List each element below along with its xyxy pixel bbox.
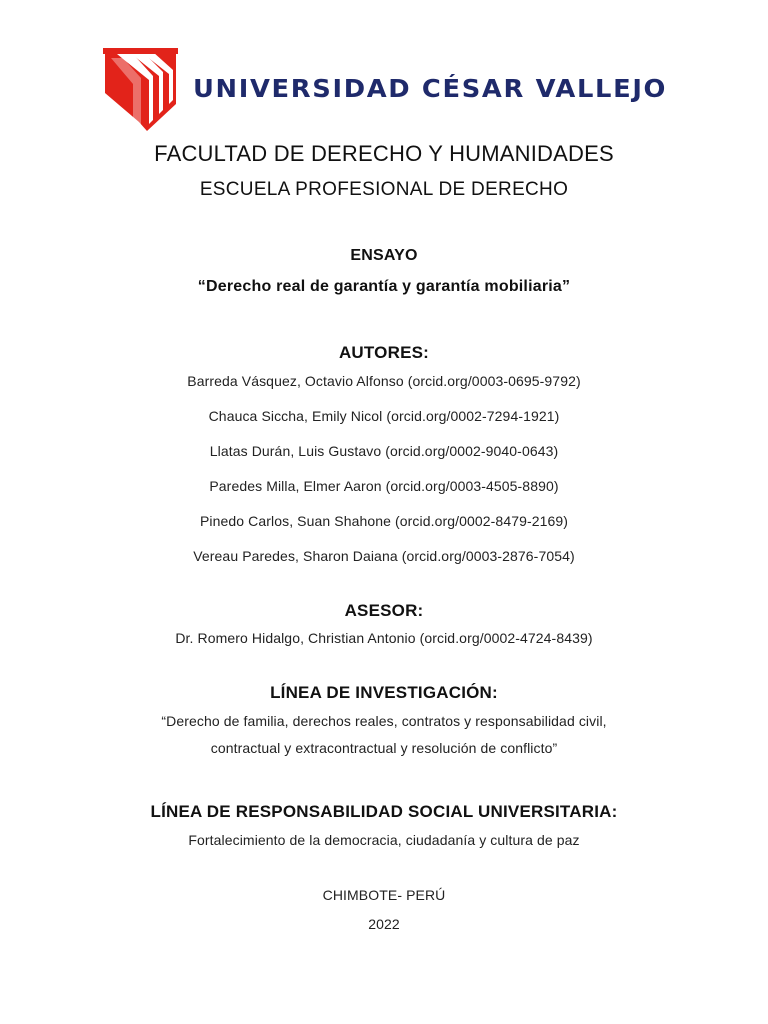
authors-heading: AUTORES: <box>338 343 430 362</box>
research-line-text: contractual y extracontractual y resolución de conflicto” <box>210 740 558 756</box>
author-item: Chauca Siccha, Emily Nicol (orcid.org/0002-7294-1921) <box>208 408 560 424</box>
essay-label: ENSAYO <box>350 247 418 264</box>
author-item: Vereau Paredes, Sharon Daiana (orcid.org/0003-2876-7054) <box>193 548 575 564</box>
ucv-shield-icon <box>103 48 178 133</box>
author-item: Llatas Durán, Luis Gustavo (orcid.org/0002-9040-0643) <box>209 443 559 459</box>
advisor-heading: ASESOR: <box>344 601 424 620</box>
social-line-heading: LÍNEA DE RESPONSABILIDAD SOCIAL UNIVERSITARIA: <box>150 802 618 821</box>
essay-title: “Derecho real de garantía y garantía mobiliaria” <box>197 278 571 295</box>
author-item: Pinedo Carlos, Suan Shahone (orcid.org/0002-8479-2169) <box>199 513 569 529</box>
faculty-name: FACULTAD DE DERECHO Y HUMANIDADES <box>154 141 614 166</box>
place: CHIMBOTE- PERÚ <box>322 887 446 903</box>
social-line-text: Fortalecimiento de la democracia, ciudadanía y cultura de paz <box>188 832 580 848</box>
year: 2022 <box>368 916 400 932</box>
advisor-name: Dr. Romero Hidalgo, Christian Antonio (orcid.org/0002-4724-8439) <box>175 630 593 646</box>
university-name: UNIVERSIDAD CÉSAR VALLEJO <box>193 74 668 103</box>
author-item: Barreda Vásquez, Octavio Alfonso (orcid.org/0003-0695-9792) <box>187 373 581 389</box>
research-line-text: “Derecho de familia, derechos reales, contratos y responsabilidad civil, <box>161 713 607 729</box>
research-line-heading: LÍNEA DE INVESTIGACIÓN: <box>270 683 498 702</box>
author-item: Paredes Milla, Elmer Aaron (orcid.org/0003-4505-8890) <box>209 478 559 494</box>
school-name: ESCUELA PROFESIONAL DE DERECHO <box>199 179 569 200</box>
